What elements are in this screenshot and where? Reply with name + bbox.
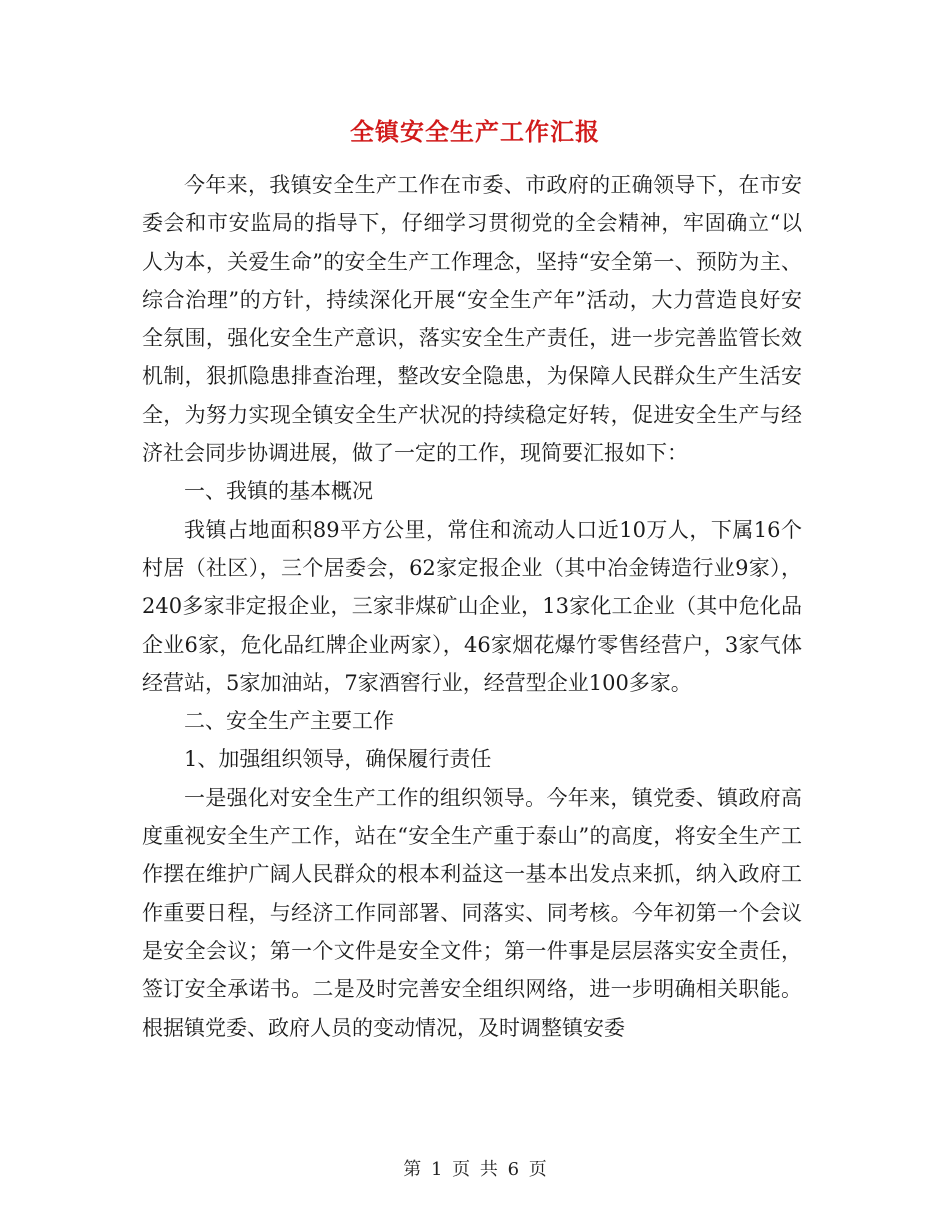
leadership-paragraph: 一是强化对安全生产工作的组织领导。今年来，镇党委、镇政府高度重视安全生产工作，站在“安全生产重于泰山”的高度，将安全生产工作摆在维护广阔人民群众的根本利益这一基本出发点来抓，纳入政府工作重要日程，与经济工作同部署、同落实、同考核。今年初第一个会议是安全会议；第一个文件是安全文件；第一件事是层层落实安全责任，签订安全承诺书。二是及时完善安全组织网络，进一步明确相关职能。根据镇党委、政府人员的变动情况，及时调整镇安委: [142, 785, 802, 1040]
document-body: [142, 166, 802, 1047]
section-heading-overview: 一、我镇的基本概况: [184, 479, 373, 504]
intro-paragraph: 今年来，我镇安全生产工作在市委、市政府的正确领导下，在市安委会和市安监局的指导下，仔细学习贯彻党的全会精神，牢固确立“以人为本，关爱生命”的安全生产工作理念，坚持“安全第一、预防为主、综合治理”的方针，持续深化开展“安全生产年”活动，大力营造良好安全氛围，强化安全生产意识，落实安全生产责任，进一步完善监管长效机制，狠抓隐患排查治理，整改安全隐患，为保障人民群众生产生活安全，为努力实现全镇安全生产状况的持续稳定好转，促进安全生产与经济社会同步协调进展，做了一定的工作，现简要汇报如下：: [142, 173, 802, 466]
document-title: 全镇安全生产工作汇报: [350, 117, 600, 146]
overview-paragraph: 我镇占地面积89平方公里，常住和流动人口近10万人，下属16个村居（社区），三个居委会，62家定报企业（其中冶金铸造行业9家），240多家非定报企业，三家非煤矿山企业，13家化工企业（其中危化品企业6家，危化品红牌企业两家），46家烟花爆竹零售经营户，3家气体经营站，5家加油站，7家酒窖行业，经营型企业100多家。: [142, 517, 802, 695]
page-footer: 第 1 页 共 6 页: [403, 1159, 547, 1180]
subsection-heading-leadership: 1、加强组织领导，确保履行责任: [184, 747, 492, 772]
section-heading-main-work: 二、安全生产主要工作: [184, 709, 394, 734]
